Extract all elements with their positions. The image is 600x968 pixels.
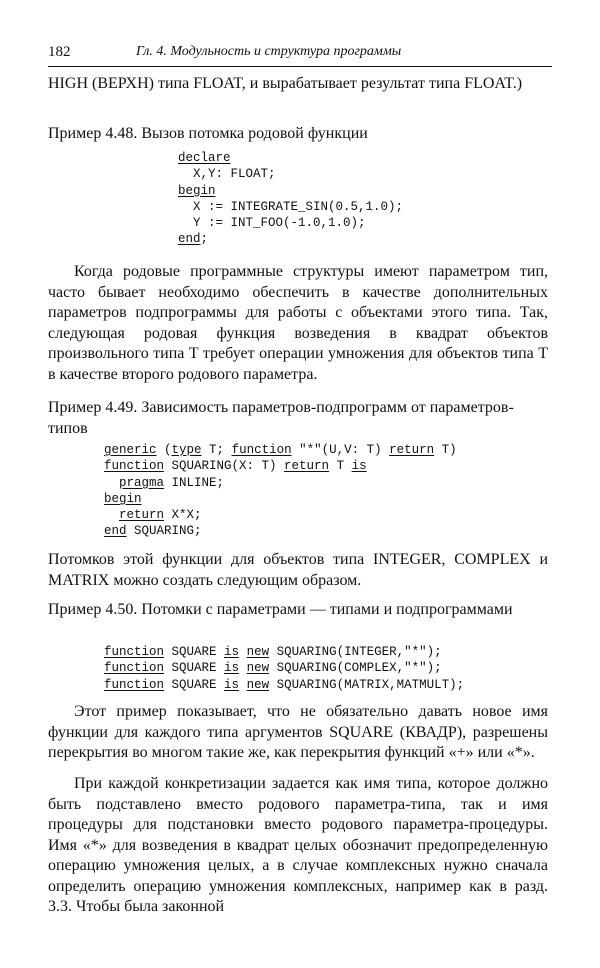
code-line: [178, 183, 403, 199]
code-line: [178, 199, 403, 215]
paragraph-instantiation: При каждой конкретизации задается как имя типа, которое должно быть подставлено вместо родового параметра-типа, так и имя процедуры для подстановки вместо родового параметра-процедуры. Имя «*» для возведения в квадрат целых обозначит предопределенную операцию умножения целых, а в случае комплексных нужно сначала определить операцию умножения комплексных, например как в разд. 3.3. Чтобы была законной: [48, 775, 548, 915]
code-text: SQUARE: [164, 645, 225, 659]
example-4-50-code: [104, 644, 464, 693]
code-text: [104, 476, 119, 490]
code-keyword: function: [104, 661, 165, 676]
code-line: [104, 677, 464, 693]
code-text: [104, 508, 119, 522]
page-number: 182: [48, 44, 71, 60]
code-line: [178, 150, 403, 166]
code-keyword: pragma: [119, 475, 165, 490]
code-text: SQUARING(MATRIX,MATMULT);: [269, 677, 465, 692]
code-keyword: function: [231, 443, 292, 457]
code-keyword: begin: [178, 183, 216, 198]
code-text: INLINE;: [164, 475, 225, 490]
paragraph-descendants: Потомков этой функции для объектов типа INTEGER, COMPLEX и MATRIX можно создать следующим образом.: [48, 551, 548, 589]
code-line: [104, 458, 457, 474]
code-keyword: is: [351, 459, 367, 474]
code-keyword: type: [171, 443, 202, 457]
example-4-49-caption: Пример 4.49. Зависимость параметров-подпрограмм от параметров-типов: [48, 399, 514, 437]
code-keyword: end: [178, 232, 201, 247]
code-text: (: [156, 443, 172, 457]
code-keyword: is: [224, 677, 240, 692]
paragraph-generic-types: Когда родовые программные структуры имеют параметром тип, часто бывает необходимо обеспечить в качестве дополнительных параметров подпрограммы для работы с объектами этого типа. Так, следующая родовая функция возведения в квадрат объектов произвольного типа T требует операции умножения для объектов типа T в качестве второго родового параметра.: [48, 263, 548, 383]
code-text: [239, 645, 247, 659]
code-keyword: is: [224, 661, 240, 676]
code-keyword: is: [224, 645, 240, 659]
code-line: [178, 215, 403, 231]
page-header: [48, 44, 552, 67]
code-keyword: new: [246, 645, 270, 659]
code-line: [104, 442, 457, 458]
code-text: X*X;: [164, 508, 202, 523]
code-text: T): [434, 443, 457, 457]
code-line: [104, 644, 464, 660]
code-keyword: new: [246, 677, 270, 692]
code-keyword: return: [389, 443, 435, 457]
code-line: [104, 475, 457, 491]
code-line: [104, 523, 457, 539]
code-text: X,Y: FLOAT;: [178, 167, 276, 182]
code-line: [178, 231, 403, 247]
code-keyword: function: [104, 645, 165, 659]
code-line: [104, 507, 457, 523]
running-title: Гл. 4. Модульность и структура программы: [136, 44, 402, 59]
code-text: "*"(U,V: T): [291, 443, 390, 457]
code-text: ;: [200, 232, 209, 247]
code-text: SQUARING(COMPLEX,"*");: [269, 661, 442, 676]
code-keyword: return: [119, 508, 165, 523]
code-text: SQUARE: [164, 677, 225, 692]
code-text: Y := INT_FOO(-1.0,1.0);: [178, 216, 366, 231]
paragraph-example-shows: Этот пример показывает, что не обязательно давать новое имя функции для каждого типа аргументов SQUARE (КВАДР), разрешены перекрытия во многом такие же, как перекрытия функций «+» или «*».: [48, 703, 548, 761]
code-text: X := INTEGRATE_SIN(0.5,1.0);: [178, 199, 404, 214]
code-text: T: [329, 459, 352, 474]
code-keyword: function: [104, 677, 165, 692]
code-text: SQUARING(INTEGER,"*");: [269, 645, 442, 659]
code-keyword: end: [104, 524, 127, 539]
example-4-49-code: [104, 442, 457, 540]
code-text: SQUARE: [164, 661, 225, 676]
example-4-48-caption: Пример 4.48. Вызов потомка родовой функции: [48, 125, 368, 142]
code-line: [104, 491, 457, 507]
code-keyword: return: [284, 459, 330, 474]
code-keyword: generic: [104, 443, 157, 457]
code-text: SQUARING;: [126, 524, 202, 539]
code-keyword: new: [246, 661, 270, 676]
example-4-48-code: [178, 150, 403, 248]
code-keyword: function: [104, 459, 165, 474]
code-text: T;: [201, 443, 232, 457]
code-keyword: declare: [178, 151, 231, 165]
code-text: [239, 678, 247, 692]
code-line: [178, 166, 403, 182]
code-line: [104, 660, 464, 676]
paragraph-continuation: HIGH (ВЕРХН) типа FLOAT, и вырабатывает результат типа FLOAT.): [48, 75, 523, 92]
code-text: SQUARING(X: T): [164, 459, 285, 474]
code-keyword: begin: [104, 491, 142, 506]
code-text: [239, 661, 247, 675]
example-4-50-caption: Пример 4.50. Потомки с параметрами — типами и подпрограммами: [48, 601, 513, 618]
